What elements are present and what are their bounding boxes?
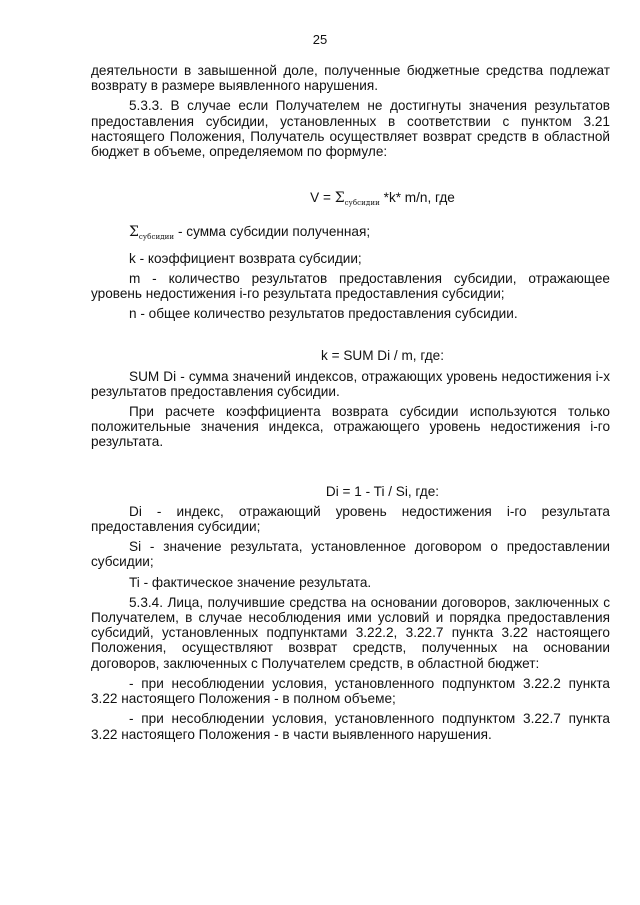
definition-sigma — [91, 224, 610, 245]
note-positive-index: При расчете коэффициента возврата субсидии используются только положительные значения индекса, отражающего уровень недостижения i-го результата. — [91, 404, 610, 450]
list-item-partial-return: - при несоблюдении условия, установленного подпунктом 3.22.7 пункта 3.22 настоящего Положения - в части выявленного нарушения. — [91, 711, 610, 742]
sigma-symbol: Σ — [334, 190, 345, 207]
document-body — [91, 63, 610, 742]
definition-sum-di: SUM Di - сумма значений индексов, отражающих уровень недостижения i-х результатов предоставления субсидии. — [91, 368, 610, 399]
definition-si: Si - значение результата, установленное договором о предоставлении субсидии; — [91, 539, 610, 570]
formula-v-left: V = — [310, 190, 335, 206]
definition-sigma-text: - сумма субсидии полученная; — [174, 224, 371, 240]
definition-di: Di - индекс, отражающий уровень недостижения i-го результата предоставления субсидии; — [91, 503, 610, 535]
definition-k: k - коэффициент возврата субсидии; — [129, 250, 362, 266]
paragraph-continuation: деятельности в завышенной доле, полученные бюджетные средства подлежат возврату в размере выявленного нарушения. — [91, 63, 610, 94]
page-number: 25 — [312, 32, 328, 47]
formula-di: Di = 1 - Ti / Si, где: — [325, 483, 440, 499]
formula-v — [91, 190, 610, 211]
sigma-subscript: субсидии — [344, 199, 380, 208]
definition-m: m - количество результатов предоставления субсидии, отражающее уровень недостижения i-го результата предоставления субсидии; — [91, 270, 610, 302]
sigma-subscript: субсидии — [138, 233, 175, 242]
sigma-symbol: Σ — [129, 224, 139, 241]
paragraph-5-3-3: 5.3.3. В случае если Получателем не достигнуты значения результатов предоставления субсидии, установленных в соответствии с пунктом 3.21 настоящего Положения, Получатель осуществляет возврат средств в областной бюджет в объеме, определяемом по формуле: — [91, 98, 610, 160]
definition-n: n - общее количество результатов предоставления субсидии. — [129, 306, 518, 322]
formula-v-right: *k* m/n, где — [379, 190, 455, 206]
formula-k: k = SUM Di / m, где: — [321, 348, 444, 364]
list-item-full-return: - при несоблюдении условия, установленного подпунктом 3.22.2 пункта 3.22 настоящего Положения - в полном объеме; — [91, 675, 610, 707]
paragraph-5-3-4: 5.3.4. Лица, получившие средства на основании договоров, заключенных с Получателем, в случае несоблюдения ими условий и порядка предоставления субсидий, установленных подпунктами 3.22.2, 3.22.7 пункта 3.22 настоящего Положения, осуществляют возврат средств, полученных на основании договоров, заключенных с Получателем средств, в областной бюджет: — [91, 594, 610, 671]
definition-ti: Ti - фактическое значение результата. — [129, 574, 372, 590]
